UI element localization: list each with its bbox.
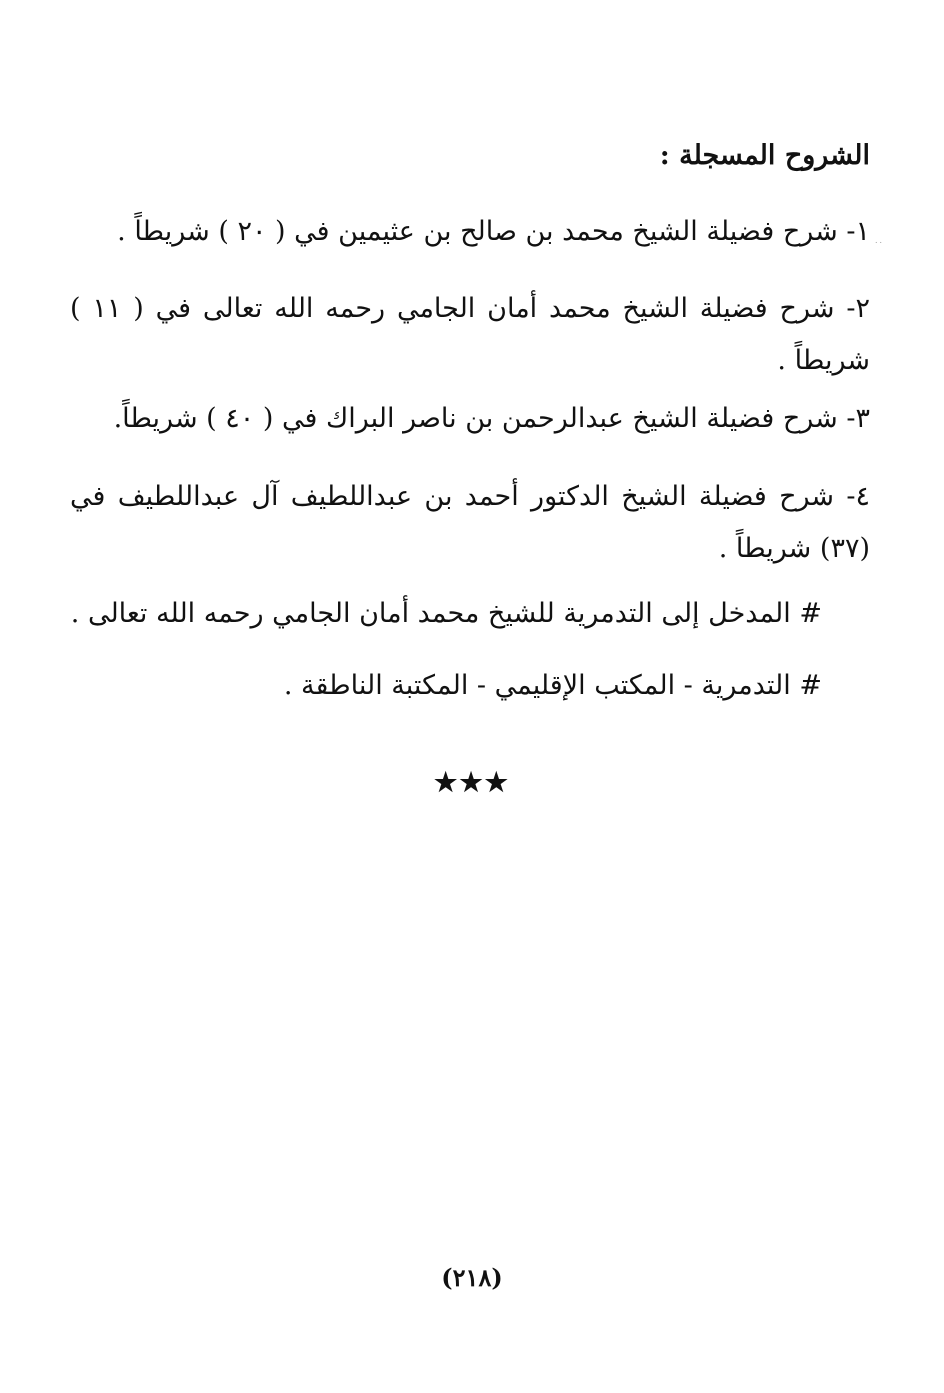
recorded-commentary-entry: ٣- شرح فضيلة الشيخ عبدالرحمن بن ناصر البراك في ( ٤٠ ) شريطاً.	[113, 403, 870, 434]
section-heading: الشروح المسجلة :	[659, 140, 870, 171]
recorded-commentary-entry: ١- شرح فضيلة الشيخ محمد بن صالح بن عثيمين في ( ٢٠ ) شريطاً .	[117, 216, 870, 247]
scan-speck-mark: ˙˙	[874, 242, 883, 252]
additional-note: # التدمرية - المكتب الإقليمي - المكتبة الناطقة .	[283, 670, 822, 701]
page-number: (٢١٨)	[441, 1263, 503, 1292]
recorded-commentary-entry: ٢- شرح فضيلة الشيخ محمد أمان الجامي رحمه الله تعالى في ( ١١ ) شريطاً .	[70, 293, 870, 376]
recorded-commentary-entry: ٤- شرح فضيلة الشيخ الدكتور أحمد بن عبداللطيف آل عبداللطيف في (٣٧) شريطاً .	[70, 481, 870, 564]
section-separator-stars: ★★★	[434, 768, 510, 798]
additional-note: # المدخل إلى التدمرية للشيخ محمد أمان الجامي رحمه الله تعالى .	[70, 598, 822, 629]
